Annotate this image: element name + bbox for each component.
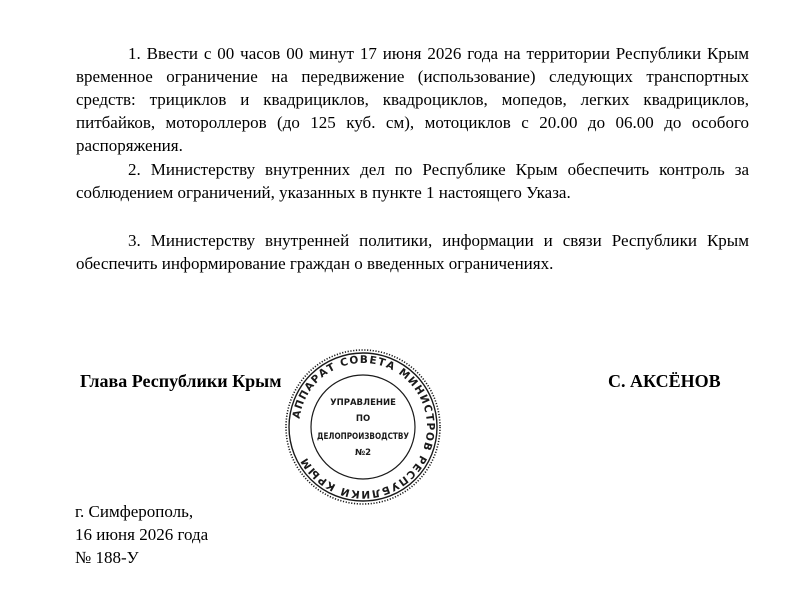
document-number: № 188-У: [75, 548, 139, 567]
stamp-line-4: №2: [354, 448, 372, 458]
svg-text:АППАРАТ СОВЕТА МИНИСТРОВ РЕСПУ: [291, 354, 436, 500]
paragraph-3: 3. Министерству внутренней политики, информации и связи Республики Крым обеспечить информирование граждан о введенных ограничениях.: [76, 231, 749, 273]
official-stamp: [283, 347, 443, 507]
stamp-line-2: ПО: [355, 414, 371, 424]
stamp-line-1: УПРАВЛЕНИЕ: [330, 398, 396, 408]
document-date: 16 июня 2026 года: [75, 525, 209, 544]
stamp-line-3: ДЕЛОПРОИЗВОДСТВУ: [317, 432, 410, 442]
signatory-name: С. АКСЁНОВ: [608, 371, 721, 391]
stamp-ring-text: АППАРАТ СОВЕТА МИНИСТРОВ РЕСПУБЛИКИ КРЫМ: [290, 353, 437, 501]
paragraph-1: 1. Ввести с 00 часов 00 минут 17 июня 2026 года на территории Республики Крым временное ограничение на передвижение (использование) следующих транспортных средств: трициклов и квадрициклов, квадроциклов, мопедов, легких квадрициклов, питбайков, мотороллеров (до 125 куб. см), мотоциклов с 20.00 до 06.00 до особого распоряжения.: [76, 44, 749, 155]
paragraph-2: 2. Министерству внутренних дел по Республике Крым обеспечить контроль за соблюдением ограничений, указанных в пункте 1 настоящего Указа.: [76, 160, 749, 202]
place-date-block: [75, 500, 208, 569]
signatory-title: Глава Республики Крым: [80, 371, 282, 391]
document-place: г. Симферополь,: [75, 502, 194, 521]
